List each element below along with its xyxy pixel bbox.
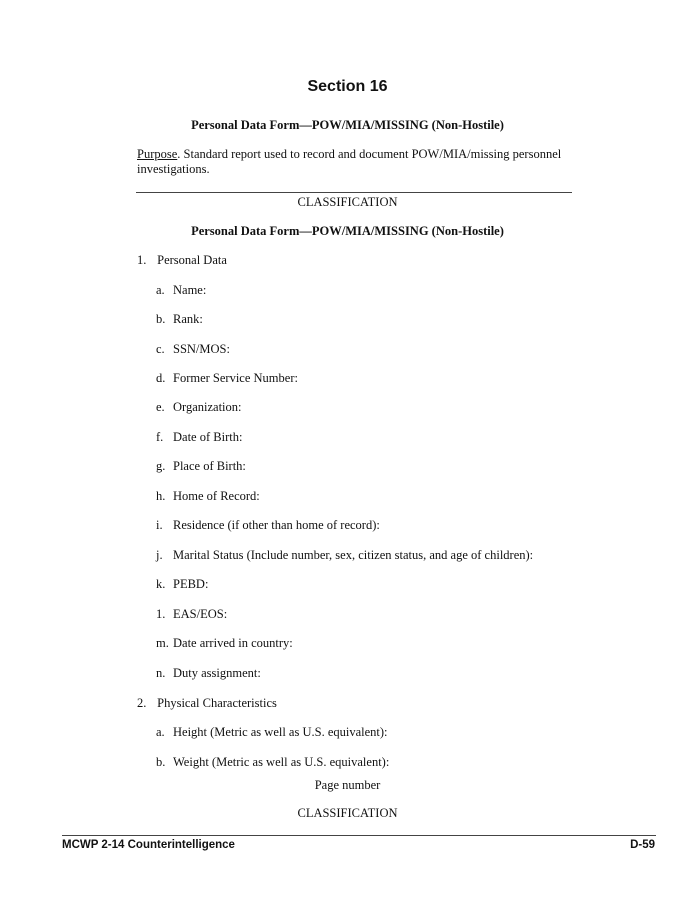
list-item [156,518,380,533]
item-text: Residence (if other than home of record): [173,518,380,532]
list-item [156,459,246,474]
item-letter: g. [156,459,166,473]
classification-header: CLASSIFICATION [297,195,398,209]
item-letter: d. [156,371,166,385]
list-item [156,755,389,770]
classification-footer: CLASSIFICATION [297,806,398,820]
item-text: Former Service Number: [173,371,298,385]
item-text: Marital Status (Include number, sex, citizen status, and age of children): [173,548,534,562]
footer-rule [62,835,656,836]
item-text: Name: [173,283,207,297]
item-letter: e. [156,400,165,414]
section-1-heading [137,253,227,268]
purpose-paragraph [137,147,577,177]
purpose-label: Purpose [137,147,178,161]
section-2-title: Physical Characteristics [157,696,277,710]
list-item [156,342,230,357]
item-letter: i. [156,518,163,532]
item-letter: a. [156,283,165,297]
item-text: Date of Birth: [173,430,243,444]
item-letter: m. [156,636,169,650]
list-item [156,607,227,622]
item-text: SSN/MOS: [173,342,230,356]
section-2-heading [137,696,277,711]
item-text: Organization: [173,400,242,414]
item-letter: j. [156,548,163,562]
item-text: Place of Birth: [173,459,246,473]
divider-rule [136,192,572,193]
item-letter: b. [156,312,166,326]
item-letter: b. [156,755,166,769]
item-text: EAS/EOS: [173,607,228,621]
list-item [156,371,298,386]
list-item [156,577,208,592]
item-text: PEBD: [173,577,209,591]
item-text: Rank: [173,312,203,326]
list-item [156,312,203,327]
list-item [156,548,533,563]
item-letter: a. [156,725,165,739]
section-1-title: Personal Data [157,253,227,267]
list-item [156,283,206,298]
form-title-2: Personal Data Form—POW/MIA/MISSING (Non-Hostile) [191,224,504,238]
item-letter: f. [156,430,164,444]
footer-publication: MCWP 2-14 Counterintelligence [62,839,235,851]
item-text: Date arrived in country: [173,636,293,650]
list-item [156,666,261,681]
item-text: Height (Metric as well as U.S. equivalent): [173,725,388,739]
item-letter: 1. [156,607,166,621]
purpose-text: . Standard report used to record and document POW/MIA/missing personnel investigations. [137,147,562,176]
list-item [156,636,293,651]
item-text: Home of Record: [173,489,260,503]
footer-page-id: D-59 [630,839,655,851]
item-letter: c. [156,342,165,356]
item-text: Duty assignment: [173,666,261,680]
item-text: Weight (Metric as well as U.S. equivalent): [173,755,390,769]
item-letter: k. [156,577,166,591]
item-letter: h. [156,489,166,503]
section-1-number: 1. [137,253,147,267]
page-number-label: Page number [314,778,381,792]
item-letter: n. [156,666,166,680]
form-title: Personal Data Form—POW/MIA/MISSING (Non-Hostile) [191,118,504,132]
list-item [156,430,242,445]
list-item [156,489,260,504]
list-item [156,400,242,415]
section-2-number: 2. [137,696,147,710]
list-item [156,725,388,740]
section-title: Section 16 [307,78,388,95]
